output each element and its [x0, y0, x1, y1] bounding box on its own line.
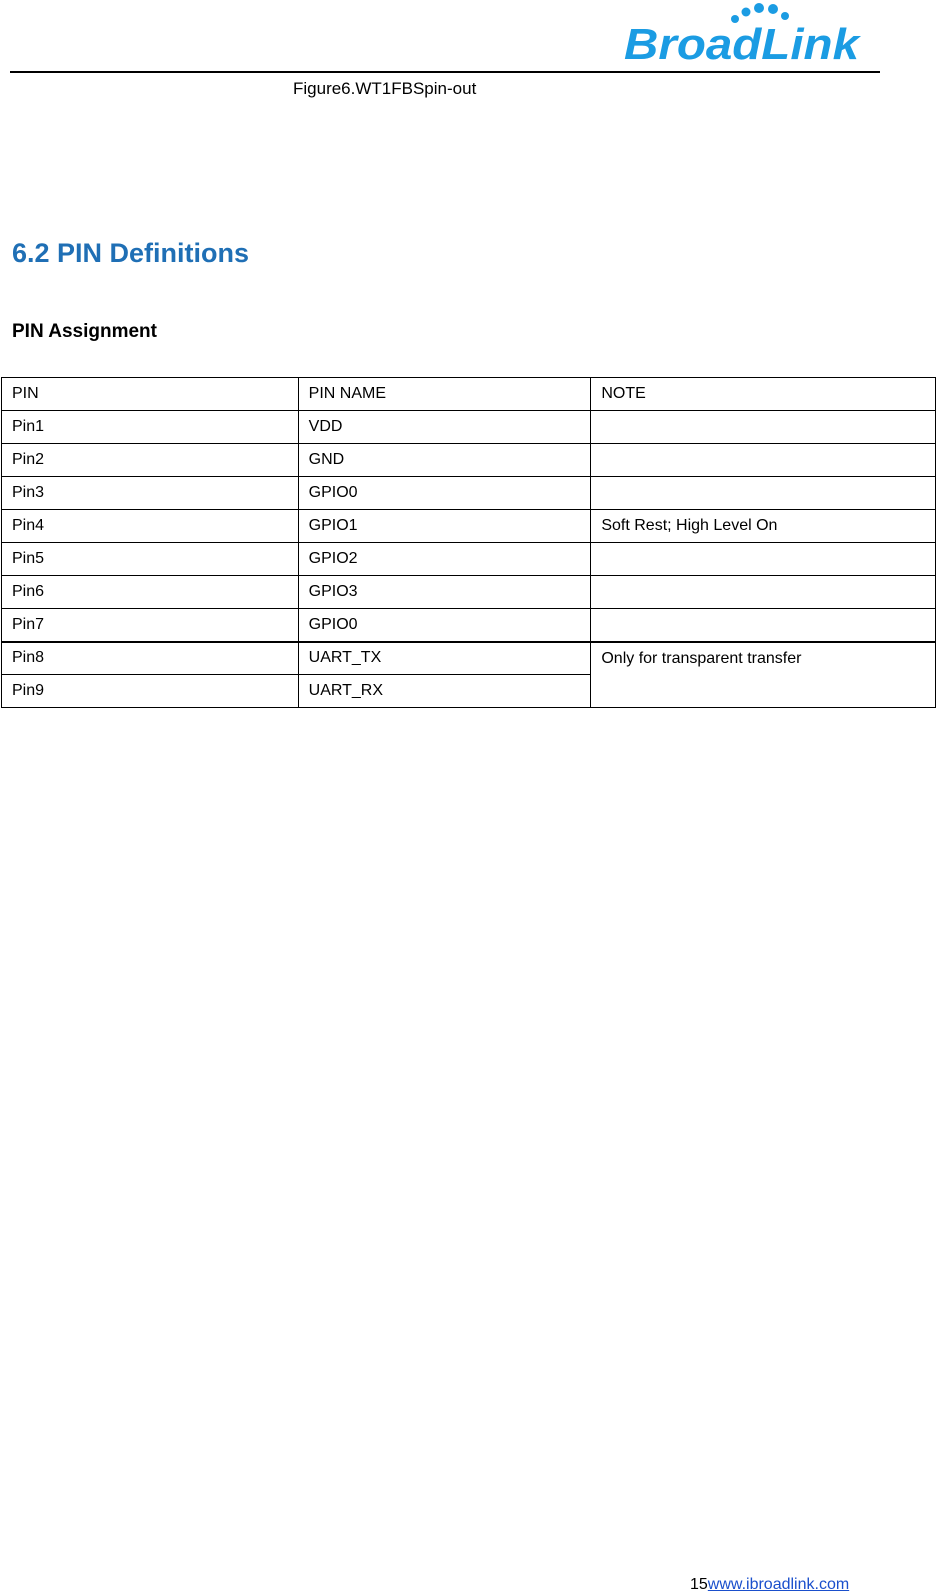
pin-name-cell: GPIO1: [298, 510, 591, 543]
note-cell: [591, 543, 936, 576]
pin-name-cell: GPIO0: [298, 477, 591, 510]
pin-name-cell: GPIO3: [298, 576, 591, 609]
note-cell: Only for transparent transfer: [591, 642, 936, 708]
pin-name-cell: UART_TX: [298, 642, 591, 675]
note-cell: [591, 609, 936, 642]
table-header-row: [2, 378, 936, 411]
broadlink-logo: [624, 2, 874, 64]
pin-cell: Pin9: [2, 675, 299, 708]
subheading: PIN Assignment: [12, 321, 157, 342]
note-cell: [591, 576, 936, 609]
pin-cell: Pin7: [2, 609, 299, 642]
table-row: [2, 642, 936, 675]
header-cell-pin: PIN: [2, 378, 299, 411]
table-row: [2, 576, 936, 609]
header-cell-pin-name: PIN NAME: [298, 378, 591, 411]
pin-name-cell: VDD: [298, 411, 591, 444]
table-row: [2, 609, 936, 642]
table-row: [2, 510, 936, 543]
table-row: [2, 444, 936, 477]
table-row: [2, 477, 936, 510]
figure-caption: Figure6.WT1FBSpin-out: [293, 79, 477, 98]
page-footer: [690, 1576, 849, 1594]
pin-table: [1, 377, 936, 708]
pin-cell: Pin4: [2, 510, 299, 543]
pin-name-cell: GPIO2: [298, 543, 591, 576]
pin-name-cell: UART_RX: [298, 675, 591, 708]
pin-name-cell: GPIO0: [298, 609, 591, 642]
note-cell: [591, 444, 936, 477]
pin-cell: Pin1: [2, 411, 299, 444]
note-cell: [591, 411, 936, 444]
website-link[interactable]: www.ibroadlink.com: [707, 1576, 850, 1593]
pin-cell: Pin8: [2, 642, 299, 675]
note-cell: Soft Rest; High Level On: [591, 510, 936, 543]
svg-text:BroadLink: BroadLink: [624, 20, 862, 64]
pin-name-cell: GND: [298, 444, 591, 477]
note-cell: [591, 477, 936, 510]
pin-cell: Pin5: [2, 543, 299, 576]
table-row: [2, 411, 936, 444]
header-rule: [10, 71, 880, 73]
table-row: [2, 543, 936, 576]
pin-cell: Pin2: [2, 444, 299, 477]
header-cell-note: NOTE: [591, 378, 936, 411]
pin-cell: Pin3: [2, 477, 299, 510]
pin-cell: Pin6: [2, 576, 299, 609]
section-title: 6.2 PIN Definitions: [12, 238, 250, 268]
page-number: 15: [690, 1576, 708, 1593]
